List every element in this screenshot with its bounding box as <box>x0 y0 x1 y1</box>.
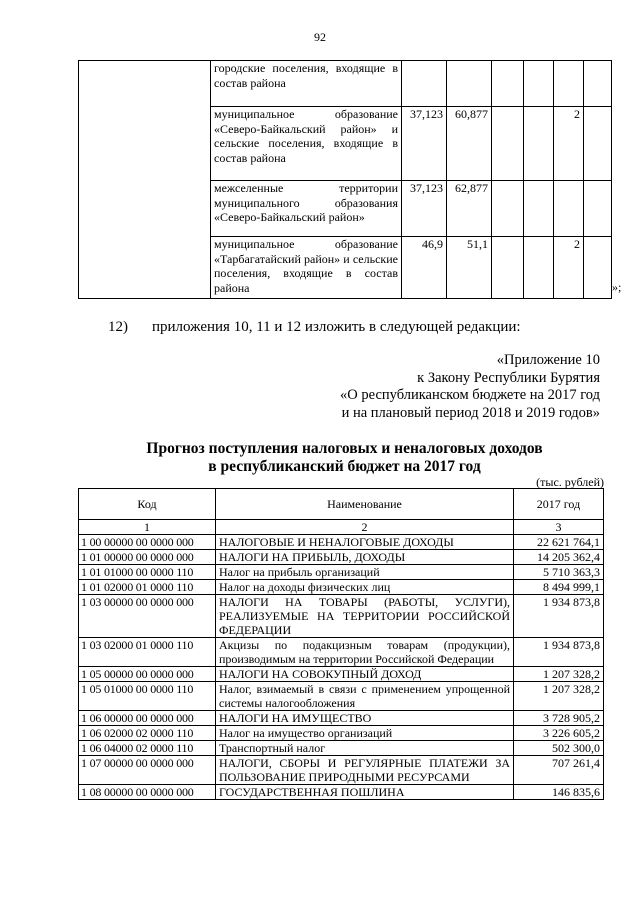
table-row <box>79 667 604 682</box>
table-row <box>79 756 604 785</box>
header-name: Наименование <box>216 489 514 520</box>
amendment-item-text: приложения 10, 11 и 12 изложить в следующей редакции: <box>152 319 521 335</box>
top-table-value: 37,123 <box>402 181 447 237</box>
top-table-row <box>79 61 612 107</box>
row-name: НАЛОГИ НА ПРИБЫЛЬ, ДОХОДЫ <box>216 550 514 565</box>
row-name: НАЛОГИ, СБОРЫ И РЕГУЛЯРНЫЕ ПЛАТЕЖИ ЗА ПОЛЬЗОВАНИЕ ПРИРОДНЫМИ РЕСУРСАМИ <box>216 756 514 785</box>
title-line: в республиканский бюджет на 2017 год <box>208 458 481 475</box>
row-code: 1 07 00000 00 0000 000 <box>79 756 216 785</box>
top-table-merged-cell <box>79 61 211 299</box>
row-code: 1 06 04000 02 0000 110 <box>79 741 216 756</box>
top-table-value <box>524 61 554 107</box>
top-table-value <box>524 237 554 299</box>
amendment-item-number: 12) <box>108 319 128 335</box>
top-table-value <box>584 237 612 299</box>
row-code: 1 01 00000 00 0000 000 <box>79 550 216 565</box>
row-value: 3 226 605,2 <box>514 726 604 741</box>
top-table-value <box>492 237 524 299</box>
table-header-row <box>79 489 604 520</box>
top-table-name: муниципальное образование «Северо-Байкальский район» и сельские поселения, входящие в состав района <box>211 107 402 181</box>
row-code: 1 01 01000 00 0000 110 <box>79 565 216 580</box>
table-row <box>79 595 604 638</box>
table-row <box>79 580 604 595</box>
top-table-value <box>554 61 584 107</box>
row-value: 502 300,0 <box>514 741 604 756</box>
row-value: 5 710 363,3 <box>514 565 604 580</box>
row-name: Налог, взимаемый в связи с применением упрощенной системы налогообложения <box>216 682 514 711</box>
appendix-line: к Закону Республики Бурятия <box>417 369 600 386</box>
top-table-value: 37,123 <box>402 107 447 181</box>
appendix-line: «Приложение 10 <box>496 352 600 368</box>
row-code: 1 08 00000 00 0000 000 <box>79 785 216 800</box>
top-table-value <box>447 61 492 107</box>
table-row <box>79 565 604 580</box>
document-title <box>78 440 611 476</box>
row-name: НАЛОГИ НА СОВОКУПНЫЙ ДОХОД <box>216 667 514 682</box>
row-value: 1 207 328,2 <box>514 682 604 711</box>
row-value: 146 835,6 <box>514 785 604 800</box>
top-table-value <box>584 181 612 237</box>
top-table-name: межселенные территории муниципального образования «Северо-Байкальский район» <box>211 181 402 237</box>
row-name: Налог на доходы физических лиц <box>216 580 514 595</box>
top-table-value <box>554 181 584 237</box>
top-table-value: 46,9 <box>402 237 447 299</box>
row-code: 1 01 02000 01 0000 110 <box>79 580 216 595</box>
row-value: 8 494 999,1 <box>514 580 604 595</box>
row-name: Акцизы по подакцизным товарам (продукции), производимым на территории Российской Федерации <box>216 638 514 667</box>
table-row <box>79 711 604 726</box>
row-value: 22 621 764,1 <box>514 535 604 550</box>
top-table-name: муниципальное образование «Тарбагатайский район» и сельские поселения, входящие в состав района <box>211 237 402 299</box>
top-table-value <box>492 107 524 181</box>
row-value: 14 205 362,4 <box>514 550 604 565</box>
top-table-name: городские поселения, входящие в состав района <box>211 61 402 107</box>
row-name: НАЛОГОВЫЕ И НЕНАЛОГОВЫЕ ДОХОДЫ <box>216 535 514 550</box>
header-year: 2017 год <box>514 489 604 520</box>
row-value: 1 934 873,8 <box>514 595 604 638</box>
row-code: 1 06 00000 00 0000 000 <box>79 711 216 726</box>
row-name: ГОСУДАРСТВЕННАЯ ПОШЛИНА <box>216 785 514 800</box>
row-name: Налог на имущество организаций <box>216 726 514 741</box>
appendix-heading <box>340 352 600 422</box>
revenue-table <box>78 488 604 800</box>
row-name: НАЛОГИ НА ИМУЩЕСТВО <box>216 711 514 726</box>
appendix-line: и на плановый период 2018 и 2019 годов» <box>341 404 600 421</box>
row-value: 707 261,4 <box>514 756 604 785</box>
units-label: (тыс. рублей) <box>536 475 604 489</box>
row-name: Транспортный налог <box>216 741 514 756</box>
top-table-value <box>524 107 554 181</box>
row-value: 1 207 328,2 <box>514 667 604 682</box>
table-row <box>79 550 604 565</box>
closing-quote-mark: »; <box>612 280 622 294</box>
amendment-item <box>108 319 521 336</box>
row-code: 1 06 02000 02 0000 110 <box>79 726 216 741</box>
row-code: 1 03 00000 00 0000 000 <box>79 595 216 638</box>
top-table-value: 62,877 <box>447 181 492 237</box>
column-number-row <box>79 520 604 535</box>
top-table-value <box>584 107 612 181</box>
top-table-value <box>584 61 612 107</box>
row-value: 3 728 905,2 <box>514 711 604 726</box>
row-name: НАЛОГИ НА ТОВАРЫ (РАБОТЫ, УСЛУГИ), РЕАЛИЗУЕМЫЕ НА ТЕРРИТОРИИ РОССИЙСКОЙ ФЕДЕРАЦИИ <box>216 595 514 638</box>
header-code: Код <box>79 489 216 520</box>
row-name: Налог на прибыль организаций <box>216 565 514 580</box>
top-table-value <box>402 61 447 107</box>
column-number: 1 <box>79 520 216 535</box>
top-table-value: 2 <box>554 107 584 181</box>
column-number: 3 <box>514 520 604 535</box>
row-code: 1 05 00000 00 0000 000 <box>79 667 216 682</box>
row-code: 1 03 02000 01 0000 110 <box>79 638 216 667</box>
page-number: 92 <box>314 30 326 44</box>
table-row <box>79 638 604 667</box>
row-value: 1 934 873,8 <box>514 638 604 667</box>
column-number: 2 <box>216 520 514 535</box>
top-table-value <box>524 181 554 237</box>
table-row <box>79 726 604 741</box>
row-code: 1 00 00000 00 0000 000 <box>79 535 216 550</box>
table-row <box>79 741 604 756</box>
table-row <box>79 682 604 711</box>
top-table-value: 60,877 <box>447 107 492 181</box>
top-table-value <box>492 61 524 107</box>
top-table-value: 51,1 <box>447 237 492 299</box>
top-table <box>78 60 612 299</box>
top-table-value: 2 <box>554 237 584 299</box>
appendix-line: «О республиканском бюджете на 2017 год <box>340 387 600 403</box>
table-row <box>79 785 604 800</box>
title-line: Прогноз поступления налоговых и неналоговых доходов <box>146 440 543 457</box>
table-row <box>79 535 604 550</box>
top-table-value <box>492 181 524 237</box>
row-code: 1 05 01000 00 0000 110 <box>79 682 216 711</box>
